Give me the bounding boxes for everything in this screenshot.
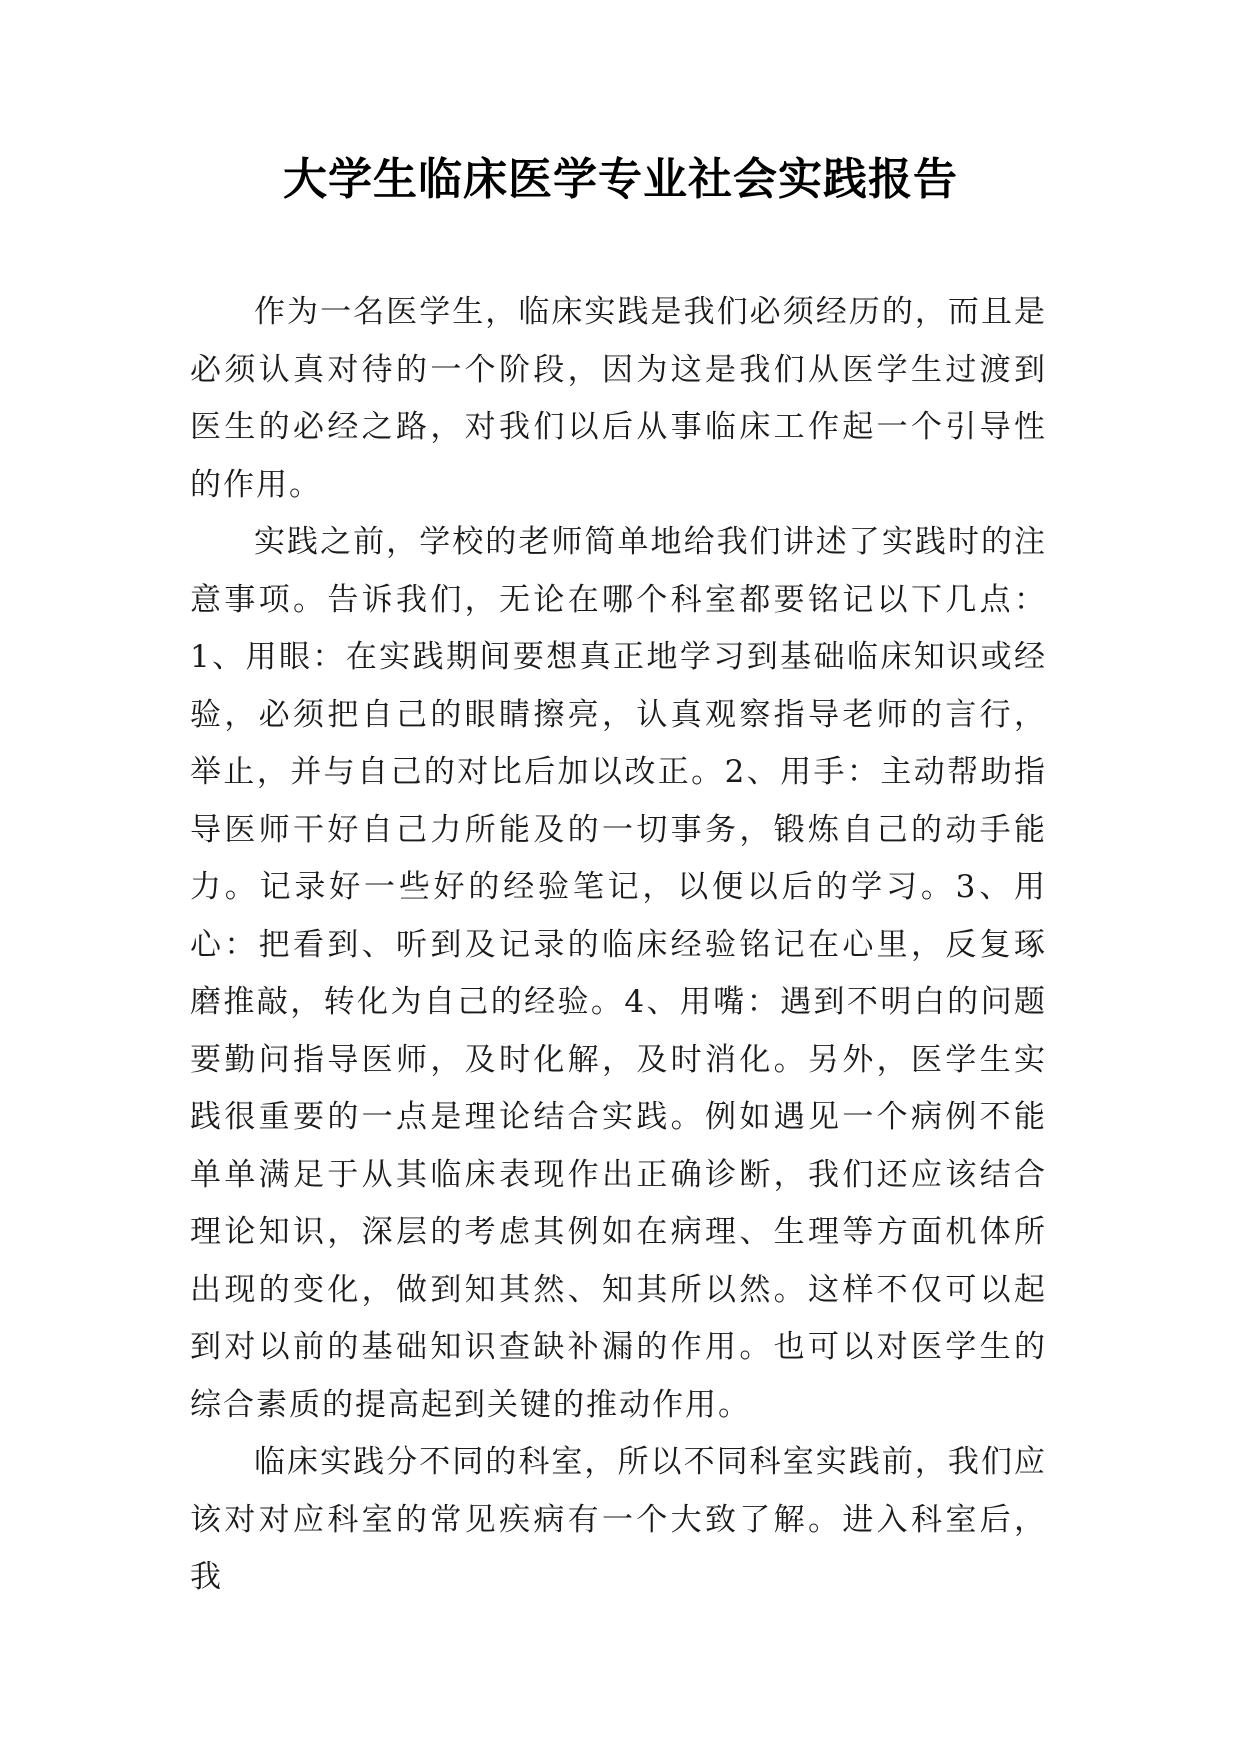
document-body [190,284,1047,1607]
paragraph-departments: 临床实践分不同的科室，所以不同科室实践前，我们应该对对应科室的常见疾病有一个大致了解。进入科室后，我 [190,1444,1047,1595]
document-title: 大学生临床医学专业社会实践报告 [283,154,958,205]
paragraph-intro: 作为一名医学生，临床实践是我们必须经历的，而且是必须认真对待的一个阶段，因为这是我们从医学生过渡到医生的必经之路，对我们以后从事临床工作起一个引导性的作用。 [190,294,1047,503]
paragraph-precautions: 实践之前，学校的老师简单地给我们讲述了实践时的注意事项。告诉我们，无论在哪个科室都要铭记以下几点：1、用眼：在实践期间要想真正地学习到基础临床知识或经验，必须把自己的眼睛擦亮，认真观察指导老师的言行，举止，并与自己的对比后加以改正。2、用手：主动帮助指导医师干好自己力所能及的一切事务，锻炼自己的动手能力。记录好一些好的经验笔记，以便以后的学习。3、用心：把看到、听到及记录的临床经验铭记在心里，反复琢磨推敲，转化为自己的经验。4、用嘴：遇到不明白的问题要勤问指导医师，及时化解，及时消化。另外，医学生实践很重要的一点是理论结合实践。例如遇见一个病例不能单单满足于从其临床表现作出正确诊断，我们还应该结合理论知识，深层的考虑其例如在病理、生理等方面机体所出现的变化，做到知其然、知其所以然。这样不仅可以起到对以前的基础知识查缺补漏的作用。也可以对医学生的综合素质的提高起到关键的推动作用。 [190,524,1047,1423]
